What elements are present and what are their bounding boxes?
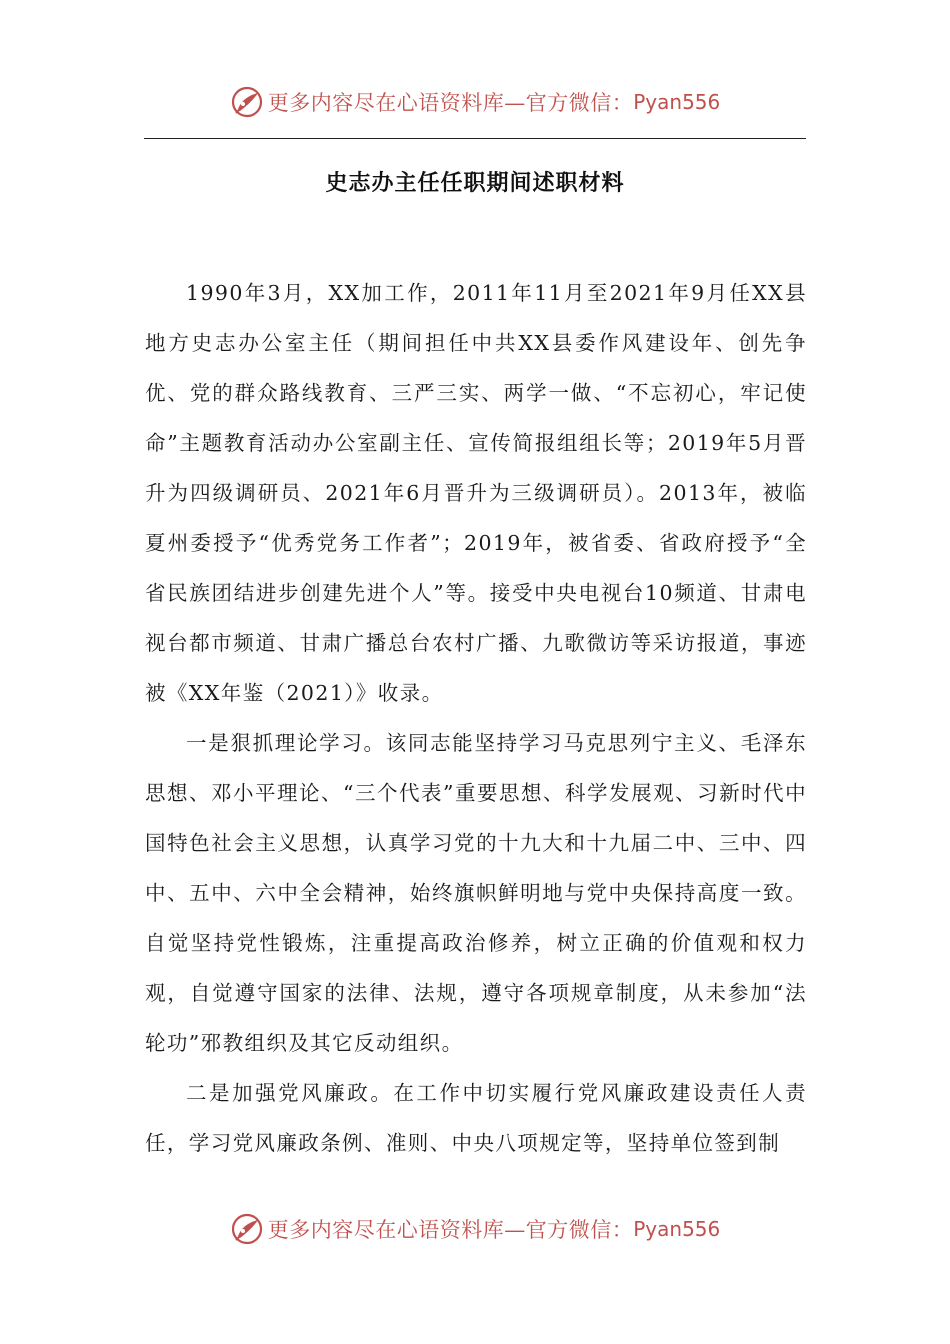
footer-banner-wechat-id: Pyan556 xyxy=(633,1217,721,1241)
paragraph-party-integrity: 二是加强党风廉政。在工作中切实履行党风廉政建设责任人责任，学习党风廉政条例、准则、中央八项规定等，坚持单位签到制 xyxy=(145,1081,807,1155)
header-watermark-banner xyxy=(0,82,950,122)
document-title: 史志办主任任职期间述职材料 xyxy=(325,171,625,196)
document-body xyxy=(145,268,807,1168)
header-banner-text: 更多内容尽在心语资料库—官方微信： xyxy=(267,91,634,115)
footer-banner-text: 更多内容尽在心语资料库—官方微信： xyxy=(267,1218,634,1242)
pen-logo-icon xyxy=(230,85,264,119)
paragraph-theory-study: 一是狠抓理论学习。该同志能坚持学习马克思列宁主义、毛泽东思想、邓小平理论、“三个代表”重要思想、科学发展观、习新时代中国特色社会主义思想，认真学习党的十九大和十九届二中、三中、四中、五中、六中全会精神，始终旗帜鲜明地与党中央保持高度一致。自觉坚持党性锻炼，注重提高政治修养，树立正确的价值观和权力观，自觉遵守国家的法律、法规，遵守各项规章制度，从未参加“法轮功”邪教组织及其它反动组织。 xyxy=(145,731,807,1055)
header-divider xyxy=(144,138,806,139)
pen-logo-icon xyxy=(230,1212,264,1246)
header-banner-wechat-id: Pyan556 xyxy=(633,90,721,114)
paragraph-intro: 1990年3月，XX加工作，2011年11月至2021年9月任XX县地方史志办公室主任（期间担任中共XX县委作风建设年、创先争优、党的群众路线教育、三严三实、两学一做、“不忘初心，牢记使命”主题教育活动办公室副主任、宣传简报组组长等；2019年5月晋升为四级调研员、2021年6月晋升为三级调研员）。2013年，被临夏州委授予“优秀党务工作者”；2019年，被省委、省政府授予“全省民族团结进步创建先进个人”等。接受中央电视台10频道、甘肃电视台都市频道、甘肃广播总台农村广播、九歌微访等采访报道，事迹被《XX年鉴（2021）》收录。 xyxy=(145,281,807,705)
footer-watermark-banner xyxy=(0,1209,950,1249)
